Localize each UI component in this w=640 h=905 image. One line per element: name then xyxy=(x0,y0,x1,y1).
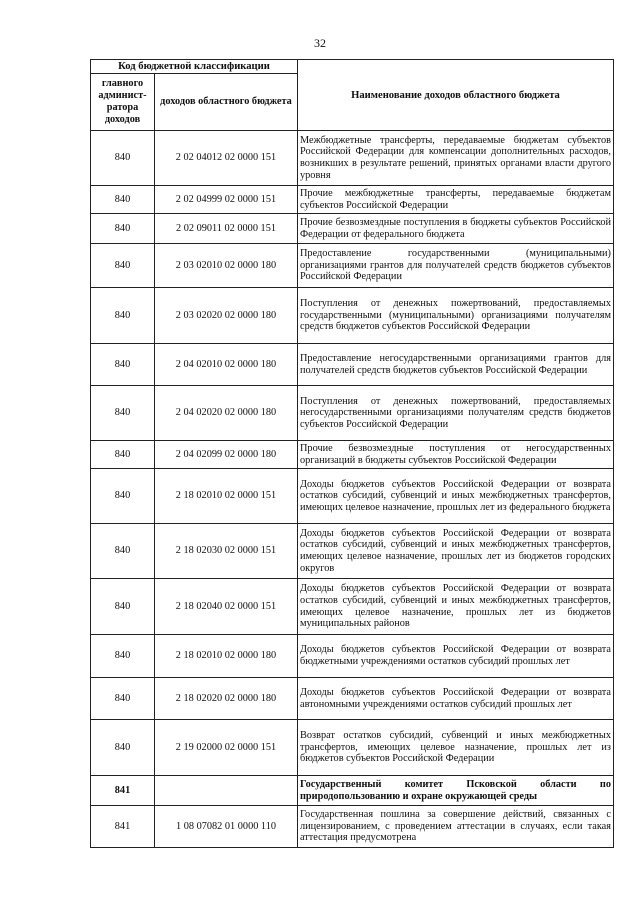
admin-code-cell: 840 xyxy=(91,131,155,186)
revenue-name-cell: Межбюджетные трансферты, передаваемые бюджетам субъектов Российской Федерации для компенсации дополнительных расходов, возникших в результате решений, принятых органами власти другого уровня xyxy=(298,131,614,186)
budget-code-cell: 1 08 07082 01 0000 110 xyxy=(155,806,298,848)
admin-code-cell: 840 xyxy=(91,344,155,386)
budget-code-cell: 2 02 09011 02 0000 151 xyxy=(155,214,298,244)
revenue-name-cell: Прочие безвозмездные поступления в бюджеты субъектов Российской Федерации от федерального бюджета xyxy=(298,214,614,244)
table-row xyxy=(91,344,614,386)
revenue-name-cell: Доходы бюджетов субъектов Российской Федерации от возврата бюджетными учреждениями остатков субсидий прошлых лет xyxy=(298,635,614,678)
admin-code-cell: 840 xyxy=(91,720,155,776)
table-row xyxy=(91,635,614,678)
table-row xyxy=(91,720,614,776)
revenue-name-cell: Поступления от денежных пожертвований, предоставляемых государственными (муниципальными) организациями получателям средств бюджетов субъектов Российской Федерации xyxy=(298,288,614,344)
page-number: 32 xyxy=(314,36,326,50)
budget-code-cell: 2 19 02000 02 0000 151 xyxy=(155,720,298,776)
admin-code-cell: 840 xyxy=(91,441,155,469)
admin-code-cell: 840 xyxy=(91,214,155,244)
table-row xyxy=(91,288,614,344)
table-row xyxy=(91,678,614,720)
admin-code-cell: 841 xyxy=(91,806,155,848)
table-row xyxy=(91,186,614,214)
table-row xyxy=(91,806,614,848)
admin-code-cell: 840 xyxy=(91,469,155,524)
revenue-name-cell: Доходы бюджетов субъектов Российской Федерации от возврата остатков субсидий, субвенций и иных межбюджетных трансфертов, имеющих целевое назначение, прошлых лет из бюджетов городских округов xyxy=(298,524,614,579)
admin-code-cell: 840 xyxy=(91,186,155,214)
admin-code-cell: 840 xyxy=(91,635,155,678)
revenue-name-cell: Предоставление негосударственными организациями грантов для получателей средств бюджетов субъектов Российской Федерации xyxy=(298,344,614,386)
revenue-name-cell: Доходы бюджетов субъектов Российской Федерации от возврата автономными учреждениями остатков субсидий прошлых лет xyxy=(298,678,614,720)
budget-code-cell xyxy=(155,776,298,806)
table-row-group xyxy=(91,776,614,806)
budget-code-cell: 2 18 02010 02 0000 180 xyxy=(155,635,298,678)
admin-code-cell: 840 xyxy=(91,524,155,579)
table-row xyxy=(91,386,614,441)
header-code-column: доходов областного бюджета xyxy=(155,74,298,131)
revenue-name-cell: Прочие безвозмездные поступления от негосударственных организаций в бюджеты субъектов Российской Федерации xyxy=(298,441,614,469)
table-row xyxy=(91,469,614,524)
revenue-name-cell: Поступления от денежных пожертвований, предоставляемых негосударственными организациями получателям средств бюджетов субъектов Российской Федерации xyxy=(298,386,614,441)
table-row xyxy=(91,244,614,288)
budget-code-cell: 2 04 02010 02 0000 180 xyxy=(155,344,298,386)
header-name-column: Наименование доходов областного бюджета xyxy=(298,60,614,131)
admin-code-cell: 841 xyxy=(91,776,155,806)
admin-code-cell: 840 xyxy=(91,386,155,441)
table-row xyxy=(91,524,614,579)
group-name-cell: Государственный комитет Псковской области по природопользованию и охране окружающей среды xyxy=(298,776,614,806)
budget-code-cell: 2 04 02020 02 0000 180 xyxy=(155,386,298,441)
budget-code-cell: 2 18 02040 02 0000 151 xyxy=(155,579,298,635)
budget-code-cell: 2 18 02010 02 0000 151 xyxy=(155,469,298,524)
header-group-title: Код бюджетной классификации xyxy=(91,60,298,74)
header-admin-column: главного админист-ратора доходов xyxy=(91,74,155,131)
budget-code-cell: 2 18 02030 02 0000 151 xyxy=(155,524,298,579)
revenue-name-cell: Доходы бюджетов субъектов Российской Федерации от возврата остатков субсидий, субвенций и иных межбюджетных трансфертов, имеющих целевое назначение, прошлых лет из бюджетов муниципальных районов xyxy=(298,579,614,635)
budget-code-cell: 2 02 04012 02 0000 151 xyxy=(155,131,298,186)
budget-code-cell: 2 03 02020 02 0000 180 xyxy=(155,288,298,344)
revenue-name-cell: Доходы бюджетов субъектов Российской Федерации от возврата остатков субсидий, субвенций и иных межбюджетных трансфертов, имеющих целевое назначение, прошлых лет из федерального бюджета xyxy=(298,469,614,524)
budget-code-cell: 2 18 02020 02 0000 180 xyxy=(155,678,298,720)
admin-code-cell: 840 xyxy=(91,678,155,720)
table-body xyxy=(91,131,614,848)
budget-code-cell: 2 02 04999 02 0000 151 xyxy=(155,186,298,214)
revenue-name-cell: Государственная пошлина за совершение действий, связанных с лицензированием, с проведением аттестации в случаях, если такая аттестация предусмотрена xyxy=(298,806,614,848)
revenue-name-cell: Прочие межбюджетные трансферты, передаваемые бюджетам субъектов Российской Федерации xyxy=(298,186,614,214)
budget-classification-table xyxy=(90,59,614,848)
budget-code-cell: 2 04 02099 02 0000 180 xyxy=(155,441,298,469)
revenue-name-cell: Возврат остатков субсидий, субвенций и иных межбюджетных трансфертов, имеющих целевое назначение, прошлых лет из бюджетов субъектов Российской Федерации xyxy=(298,720,614,776)
table-row xyxy=(91,441,614,469)
admin-code-cell: 840 xyxy=(91,288,155,344)
admin-code-cell: 840 xyxy=(91,579,155,635)
table-row xyxy=(91,214,614,244)
revenue-name-cell: Предоставление государственными (муниципальными) организациями грантов для получателей средств бюджетов субъектов Российской Федерации xyxy=(298,244,614,288)
table-row xyxy=(91,131,614,186)
table-row xyxy=(91,579,614,635)
budget-code-cell: 2 03 02010 02 0000 180 xyxy=(155,244,298,288)
admin-code-cell: 840 xyxy=(91,244,155,288)
